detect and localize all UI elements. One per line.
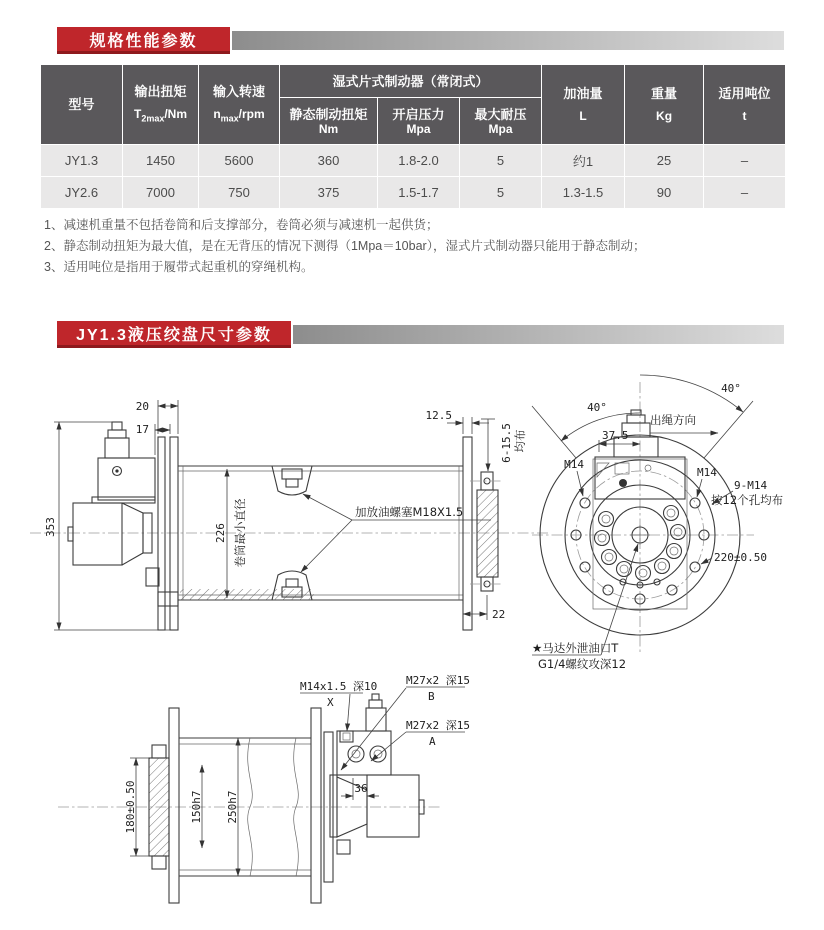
dim-220: 220±0.50 (714, 551, 767, 564)
label-drain-thread: G1/4螺纹攻深12 (538, 657, 627, 671)
drum-min-diameter-label: 卷筒最小直径 (233, 498, 247, 568)
cell-weight: 90 (625, 177, 704, 209)
dim-holes-6-15-5: 6-15.5 (500, 423, 513, 463)
cell-weight: 25 (625, 145, 704, 177)
label-b: B (428, 690, 435, 703)
header-oil: 加油量 L (542, 65, 625, 145)
dim-180: 180±0.50 (124, 780, 137, 834)
header-open-pressure: 开启压力 Mpa (378, 98, 460, 145)
holes-even-label: 均布 (513, 429, 527, 453)
rope-direction-label: 出绳方向 (650, 413, 696, 427)
label-12-holes: 按12个孔均布 (711, 493, 784, 507)
dim-36: 36 (354, 782, 368, 795)
label-drain-port: ★马达外泄油口T (532, 641, 619, 655)
cell-output-torque: 7000 (123, 177, 199, 209)
drawing-side-view (30, 400, 550, 630)
dim-20: 20 (135, 400, 149, 413)
note-line-3: 3、适用吨位是指用于履带式起重机的穿绳机构。 (44, 260, 314, 274)
dim-22: 22 (492, 608, 506, 621)
cell-tonnage: – (704, 145, 786, 177)
motor-ports-assembly (330, 694, 424, 854)
cell-static-torque: 360 (280, 145, 378, 177)
label-9-m14: 9-M14 (734, 479, 768, 492)
label-m14-left: M14 (564, 458, 584, 471)
header-model: 型号 (41, 65, 123, 145)
dim-17: 17 (135, 423, 149, 436)
dim-angle-left: 40° (587, 401, 607, 414)
cell-open-pressure: 1.5-1.7 (378, 177, 460, 209)
cell-input-speed: 750 (199, 177, 280, 209)
output-hub (470, 472, 503, 591)
dim-150h7: 150h7 (190, 790, 203, 824)
cell-open-pressure: 1.8-2.0 (378, 145, 460, 177)
end-view-dimensions (532, 375, 783, 671)
dim-353: 353 (44, 517, 57, 537)
dim-37-5: 37.5 (602, 429, 629, 442)
cell-tonnage: – (704, 177, 786, 209)
oil-plug-label: 加放油螺塞M18X1.5 (355, 505, 464, 519)
header-max-pressure: 最大耐压 Mpa (460, 98, 542, 145)
dim-angle-right: 40° (721, 382, 741, 395)
header-weight: 重量 Kg (625, 65, 704, 145)
cell-input-speed: 5600 (199, 145, 280, 177)
motor-valve-assembly (68, 422, 155, 565)
label-port-b: M27x2 深15 (406, 674, 470, 687)
cell-max-pressure: 5 (460, 177, 542, 209)
section-title-dimensions-label: JY1.3液压绞盘尺寸参数 (76, 326, 272, 344)
label-x: X (327, 696, 334, 709)
dim-250h7: 250h7 (226, 790, 239, 824)
drawing-bottom-view (58, 674, 470, 903)
cell-oil: 约1 (542, 145, 625, 177)
header-brake-group: 湿式片式制动器（常闭式） (280, 65, 542, 98)
label-port-x: M14x1.5 深10 (300, 680, 378, 693)
cell-oil: 1.3-1.5 (542, 177, 625, 209)
header-static-torque: 静态制动扭矩 Nm (280, 98, 378, 145)
cell-model: JY2.6 (41, 177, 123, 209)
section-title-specs-label: 规格性能参数 (89, 32, 198, 50)
dim-12-5: 12.5 (425, 409, 452, 422)
drum-and-flanges (146, 437, 472, 630)
drawing-end-view (532, 375, 783, 671)
label-port-a: M27x2 深15 (406, 719, 470, 732)
drum-assembly (149, 708, 333, 903)
label-a: A (429, 735, 436, 748)
label-m14-right: M14 (697, 466, 717, 479)
header-tonnage: 适用吨位 t (704, 65, 786, 145)
header-input-speed: 输入转速 $n_{max}$/rpm (199, 65, 280, 145)
cell-output-torque: 1450 (123, 145, 199, 177)
cell-model: JY1.3 (41, 145, 123, 177)
cell-static-torque: 375 (280, 177, 378, 209)
cell-max-pressure: 5 (460, 145, 542, 177)
note-line-1: 1、减速机重量不包括卷筒和后支撑部分，卷筒必须与减速机一起供货； (44, 218, 439, 232)
header-output-torque: 输出扭矩 $T_{2max}/Nm$ (123, 65, 199, 145)
note-line-2: 2、静态制动扭矩为最大值，是在无背压的情况下测得（1Mpa＝10bar），湿式片式制动器只能用于静态制动； (44, 239, 646, 253)
dim-226: 226 (214, 523, 227, 543)
